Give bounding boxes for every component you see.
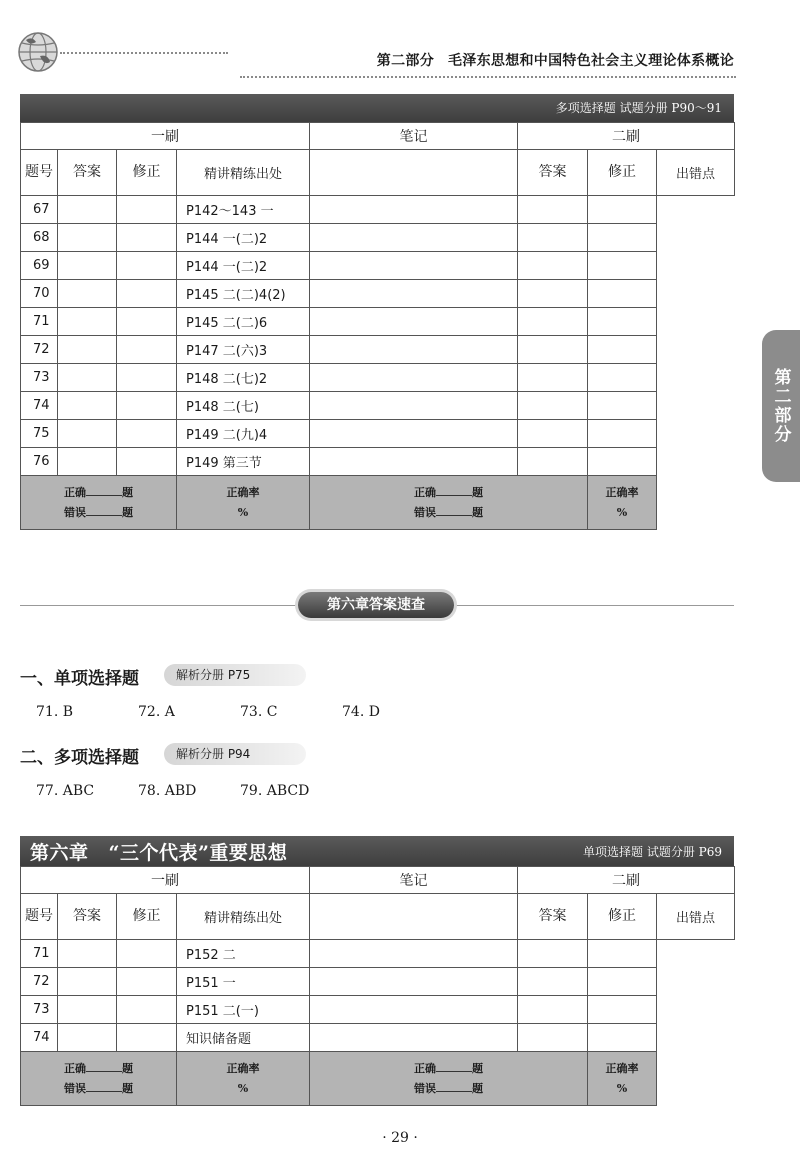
correction-cell[interactable] <box>117 308 177 336</box>
correction-cell[interactable] <box>117 420 177 448</box>
correction-cell-second[interactable] <box>518 392 588 420</box>
correction-cell-second[interactable] <box>518 420 588 448</box>
answer-sheet-single-choice <box>20 836 734 1106</box>
correction-cell-second[interactable] <box>518 280 588 308</box>
col-answer-second: 答案 <box>518 894 588 940</box>
correction-cell-second[interactable] <box>518 996 588 1024</box>
question-number: 71 <box>21 308 58 336</box>
correction-cell[interactable] <box>117 196 177 224</box>
source-cell: P148 二(七)2 <box>177 364 310 392</box>
source-cell: P145 二(二)6 <box>177 308 310 336</box>
correction-cell[interactable] <box>117 336 177 364</box>
correction-cell-second[interactable] <box>518 448 588 476</box>
error-point-cell[interactable] <box>588 280 657 308</box>
error-point-cell[interactable] <box>588 364 657 392</box>
header-dotted-rule <box>240 76 736 78</box>
table-row <box>21 280 735 308</box>
sheet-note: 多项选择题 试题分册 P90～91 <box>555 101 722 115</box>
error-point-cell[interactable] <box>588 336 657 364</box>
col-answer: 答案 <box>58 150 117 196</box>
error-point-cell[interactable] <box>588 308 657 336</box>
answer-cell-second[interactable] <box>310 196 518 224</box>
answer-cell-second[interactable] <box>310 364 518 392</box>
answer-cell[interactable] <box>58 196 117 224</box>
source-cell: P144 一(二)2 <box>177 224 310 252</box>
second-pass-rate: 正确率 % <box>588 1052 657 1106</box>
answer-cell-second[interactable] <box>310 280 518 308</box>
header-title: 毛泽东思想和中国特色社会主义理论体系概论 <box>448 53 734 69</box>
question-number: 76 <box>21 448 58 476</box>
correction-cell[interactable] <box>117 224 177 252</box>
correction-cell[interactable] <box>117 1024 177 1052</box>
question-number: 70 <box>21 280 58 308</box>
answer-cell[interactable] <box>58 448 117 476</box>
answer-cell-second[interactable] <box>310 940 518 968</box>
first-pass-score: 正确 题 错误 题 <box>21 1052 177 1106</box>
source-cell: P144 一(二)2 <box>177 252 310 280</box>
col-correction-second: 修正 <box>588 894 657 940</box>
question-number: 72 <box>21 336 58 364</box>
correction-cell-second[interactable] <box>518 968 588 996</box>
answer-cell[interactable] <box>58 996 117 1024</box>
source-cell: P149 二(九)4 <box>177 420 310 448</box>
answer-cell[interactable] <box>58 392 117 420</box>
col-answer: 答案 <box>58 894 117 940</box>
group-first-pass: 一刷 <box>21 123 310 150</box>
running-header <box>377 50 734 70</box>
answer-table <box>20 122 735 530</box>
table-row <box>21 308 735 336</box>
error-point-cell[interactable] <box>588 968 657 996</box>
sheet-header-bar <box>20 94 734 122</box>
table-row <box>21 224 735 252</box>
error-point-cell[interactable] <box>588 196 657 224</box>
answer-item: 73. C <box>240 704 278 720</box>
table-row <box>21 196 735 224</box>
col-answer-second: 答案 <box>518 150 588 196</box>
error-point-cell[interactable] <box>588 392 657 420</box>
table-row <box>21 940 735 968</box>
group-second-pass: 二刷 <box>518 867 735 894</box>
table-row <box>21 252 735 280</box>
answer-item: 77. ABC <box>36 783 95 799</box>
section-single-choice-title: 一、单项选择题 <box>20 669 139 689</box>
answer-cell[interactable] <box>58 940 117 968</box>
question-number: 74 <box>21 1024 58 1052</box>
table-row <box>21 336 735 364</box>
answer-cell-second[interactable] <box>310 392 518 420</box>
group-first-pass: 一刷 <box>21 867 310 894</box>
question-number: 71 <box>21 940 58 968</box>
table-row <box>21 448 735 476</box>
correction-cell-second[interactable] <box>518 1024 588 1052</box>
header-part: 第二部分 <box>376 53 434 69</box>
answer-cell[interactable] <box>58 364 117 392</box>
correction-cell-second[interactable] <box>518 224 588 252</box>
first-pass-rate: 正确率 % <box>177 1052 310 1106</box>
source-cell: P148 二(七) <box>177 392 310 420</box>
header-dotted-rule <box>60 52 228 54</box>
source-cell: P145 二(二)4(2) <box>177 280 310 308</box>
question-number: 73 <box>21 364 58 392</box>
page-number: · 29 · <box>382 1130 418 1146</box>
answer-cell[interactable] <box>58 1024 117 1052</box>
error-point-cell[interactable] <box>588 252 657 280</box>
col-source: 精讲精练出处 <box>177 150 310 196</box>
section-multiple-choice-ref: 解析分册 P94 <box>164 743 306 765</box>
first-pass-rate: 正确率 % <box>177 476 310 530</box>
question-number: 72 <box>21 968 58 996</box>
question-number: 68 <box>21 224 58 252</box>
error-point-cell[interactable] <box>588 420 657 448</box>
source-cell: P151 一 <box>177 968 310 996</box>
error-point-cell[interactable] <box>588 224 657 252</box>
source-cell: P142～143 一 <box>177 196 310 224</box>
correction-cell-second[interactable] <box>518 364 588 392</box>
answer-cell[interactable] <box>58 420 117 448</box>
answer-table <box>20 866 735 1106</box>
group-second-pass: 二刷 <box>518 123 735 150</box>
answer-cell-second[interactable] <box>310 308 518 336</box>
correction-cell[interactable] <box>117 280 177 308</box>
question-number: 75 <box>21 420 58 448</box>
answer-cell-second[interactable] <box>310 336 518 364</box>
notes-area[interactable] <box>310 894 518 940</box>
correction-cell[interactable] <box>117 364 177 392</box>
question-number: 73 <box>21 996 58 1024</box>
sheet-header-bar <box>20 836 734 866</box>
table-row <box>21 364 735 392</box>
question-number: 69 <box>21 252 58 280</box>
source-cell: P149 第三节 <box>177 448 310 476</box>
answer-item: 71. B <box>36 704 74 720</box>
answer-cell[interactable] <box>58 280 117 308</box>
source-cell: P147 二(六)3 <box>177 336 310 364</box>
answer-cell-second[interactable] <box>310 968 518 996</box>
side-tab-part-two: 第二部分 <box>762 330 800 482</box>
answer-cell-second[interactable] <box>310 1024 518 1052</box>
chapter-answer-badge: 第六章答案速查 <box>298 592 454 618</box>
answer-sheet-multiple-choice <box>20 94 734 530</box>
table-row <box>21 420 735 448</box>
section-single-choice-ref: 解析分册 P75 <box>164 664 306 686</box>
col-question-number: 题号 <box>21 150 58 196</box>
col-correction-second: 修正 <box>588 150 657 196</box>
answer-item: 78. ABD <box>138 783 197 799</box>
answer-item: 72. A <box>138 704 175 720</box>
correction-cell[interactable] <box>117 252 177 280</box>
correction-cell[interactable] <box>117 448 177 476</box>
answer-cell-second[interactable] <box>310 420 518 448</box>
correction-cell-second[interactable] <box>518 196 588 224</box>
source-cell: P151 二(一) <box>177 996 310 1024</box>
globe-logo-icon <box>16 30 60 74</box>
source-cell: P152 二 <box>177 940 310 968</box>
col-error-point: 出错点 <box>657 894 735 940</box>
table-row <box>21 392 735 420</box>
question-number: 74 <box>21 392 58 420</box>
sheet-note: 单项选择题 试题分册 P69 <box>583 845 722 859</box>
col-question-number: 题号 <box>21 894 58 940</box>
correction-cell-second[interactable] <box>518 940 588 968</box>
answer-cell[interactable] <box>58 968 117 996</box>
correction-cell[interactable] <box>117 968 177 996</box>
col-source: 精讲精练出处 <box>177 894 310 940</box>
second-pass-score: 正确 题 错误 题 <box>310 1052 588 1106</box>
col-correction: 修正 <box>117 150 177 196</box>
correction-cell[interactable] <box>117 996 177 1024</box>
error-point-cell[interactable] <box>588 996 657 1024</box>
answer-cell-second[interactable] <box>310 224 518 252</box>
notes-area[interactable] <box>310 150 518 196</box>
answer-cell[interactable] <box>58 224 117 252</box>
col-error-point: 出错点 <box>657 150 735 196</box>
table-row <box>21 1024 735 1052</box>
section-multiple-choice-title: 二、多项选择题 <box>20 748 139 768</box>
col-correction: 修正 <box>117 894 177 940</box>
answer-cell[interactable] <box>58 252 117 280</box>
chapter-heading: 第六章 “三个代表”重要思想 <box>30 842 288 864</box>
answer-cell-second[interactable] <box>310 448 518 476</box>
question-number: 67 <box>21 196 58 224</box>
answer-item: 79. ABCD <box>240 783 310 799</box>
group-notes: 笔记 <box>310 867 518 894</box>
correction-cell-second[interactable] <box>518 336 588 364</box>
correction-cell[interactable] <box>117 940 177 968</box>
second-pass-score: 正确 题 错误 题 <box>310 476 588 530</box>
answer-cell-second[interactable] <box>310 252 518 280</box>
error-point-cell[interactable] <box>588 940 657 968</box>
answer-cell[interactable] <box>58 336 117 364</box>
correction-cell[interactable] <box>117 392 177 420</box>
error-point-cell[interactable] <box>588 448 657 476</box>
table-row <box>21 968 735 996</box>
answer-cell-second[interactable] <box>310 996 518 1024</box>
answer-cell[interactable] <box>58 308 117 336</box>
error-point-cell[interactable] <box>588 1024 657 1052</box>
first-pass-score: 正确 题 错误 题 <box>21 476 177 530</box>
second-pass-rate: 正确率 % <box>588 476 657 530</box>
source-cell: 知识储备题 <box>177 1024 310 1052</box>
table-row <box>21 996 735 1024</box>
group-notes: 笔记 <box>310 123 518 150</box>
answer-item: 74. D <box>342 704 380 720</box>
correction-cell-second[interactable] <box>518 308 588 336</box>
correction-cell-second[interactable] <box>518 252 588 280</box>
